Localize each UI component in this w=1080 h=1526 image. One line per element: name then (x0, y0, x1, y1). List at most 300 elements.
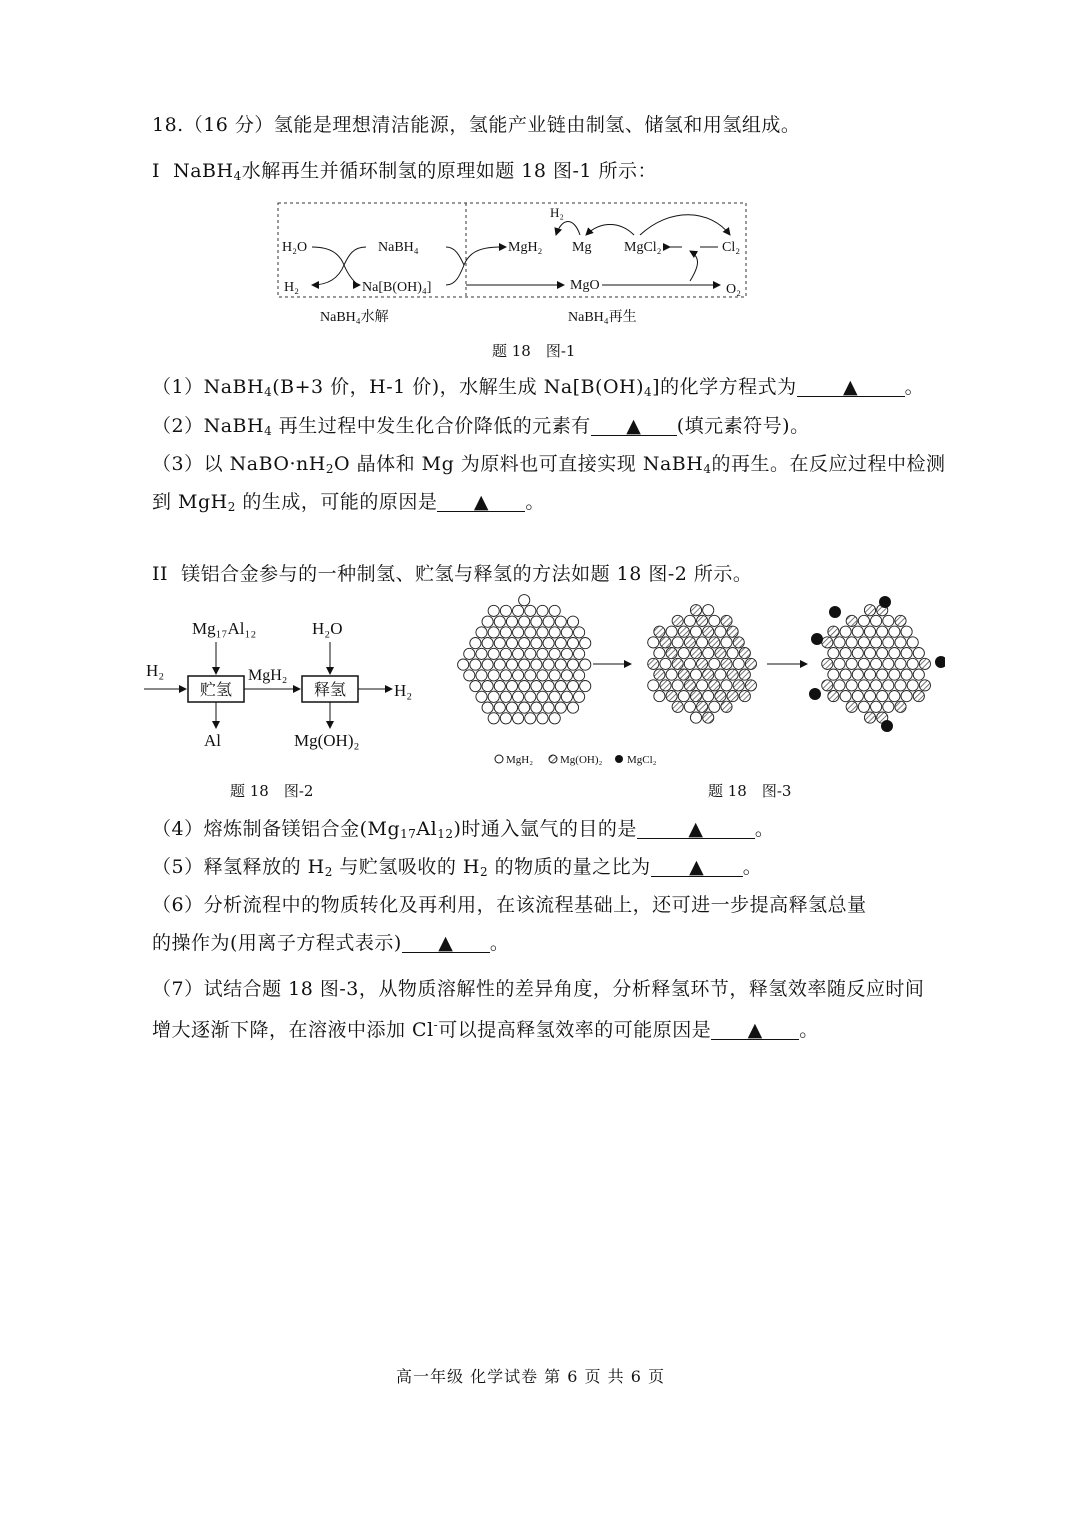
fig3-particle (733, 680, 744, 691)
fig3-particle (678, 626, 689, 637)
fig3-particle (840, 691, 851, 702)
fig3-particle (690, 605, 701, 616)
fig3-particle (889, 648, 900, 659)
fig3-particle (476, 627, 487, 638)
fig3-particle (721, 615, 732, 626)
fig3-particle (864, 669, 875, 680)
fig3-particle (715, 691, 726, 702)
q5-text-b: 与贮氢吸收的 H (332, 856, 480, 878)
q3-text-a: （3）以 NaBO (152, 453, 290, 475)
fig3-particle (840, 626, 851, 637)
q6-triangle: ▲ (438, 932, 454, 954)
fig3-mgcl2-particle (829, 606, 841, 618)
fig3-particle (883, 615, 894, 626)
fig3-particle (580, 681, 591, 692)
q6-end: 。 (489, 932, 510, 954)
fig3-particle (678, 648, 689, 659)
fig3-particle (871, 615, 882, 626)
fig3-particle (697, 637, 708, 648)
q6-line2: 的操作为(用离子方程式表示) (152, 932, 402, 954)
fig3-particle (913, 648, 924, 659)
fig3-particle (703, 712, 714, 723)
q3-answer-blank[interactable] (437, 493, 525, 512)
fig3-particle (877, 669, 888, 680)
question-4 (152, 814, 774, 841)
fig3-particle (648, 680, 659, 691)
fig1-arrow-mg-h2 (556, 222, 580, 236)
fig3-particle (834, 637, 845, 648)
question-5 (152, 852, 762, 879)
fig3-particle (531, 681, 542, 692)
fig3-particle (648, 637, 659, 648)
fig3-particle (739, 669, 750, 680)
q2-sub-4: 4 (264, 424, 273, 438)
fig3-particle (672, 658, 683, 669)
fig3-particle (506, 659, 517, 670)
fig3-particle (488, 670, 499, 681)
fig3-particle (828, 691, 839, 702)
fig3-particle (488, 713, 499, 724)
q5-triangle: ▲ (689, 856, 705, 878)
fig3-particle (513, 670, 524, 681)
fig3-particle (858, 680, 869, 691)
fig3-particle (537, 670, 548, 681)
fig3-particle (513, 713, 524, 724)
fig3-particle (846, 701, 857, 712)
fig1-mgcl2: MgCl₂ (624, 240, 662, 255)
fig3-particle (703, 605, 714, 616)
fig3-particle (828, 626, 839, 637)
fig3-particle (506, 681, 517, 692)
fig3-particle (727, 626, 738, 637)
fig3-particle (883, 680, 894, 691)
fig3-particle (648, 658, 659, 669)
fig3-particle (488, 627, 499, 638)
question-6-line-1: （6）分析流程中的物质转化及再利用，在该流程基础上，还可进一步提高释氢总量 (152, 894, 867, 916)
fig3-mgcl2-particle (879, 596, 891, 608)
q4-text-a: （4）熔炼制备镁铝合金(Mg (152, 818, 401, 840)
fig3-particle (901, 691, 912, 702)
part-i-roman: I (152, 160, 161, 182)
fig3-particle (858, 615, 869, 626)
fig3-particle (690, 691, 701, 702)
fig3-particle (537, 691, 548, 702)
fig3-particle (567, 702, 578, 713)
fig3-particle (721, 637, 732, 648)
part-i-heading (152, 156, 657, 183)
q2-text-a: （2）NaBH (152, 415, 265, 437)
fig3-particle (745, 658, 756, 669)
q1-sub-4: 4 (264, 385, 273, 399)
fig3-particle (506, 702, 517, 713)
fig3-particle (745, 680, 756, 691)
fig3-particle (500, 691, 511, 702)
fig3-particle (739, 648, 750, 659)
q5-text-c: 的物质的量之比为 (488, 856, 651, 878)
figure-18-2 (140, 610, 440, 760)
question-1 (152, 372, 924, 399)
fig3-particle (574, 670, 585, 681)
q4-sub-17: 17 (400, 827, 417, 841)
fig3-particle (513, 691, 524, 702)
fig3-particle (864, 626, 875, 637)
fig3-particle (871, 680, 882, 691)
q4-answer-blank[interactable] (637, 820, 755, 839)
fig3-particle (907, 658, 918, 669)
fig1-mgh2: MgH₂ (508, 240, 543, 255)
fig1-o2: O₂ (726, 282, 741, 297)
fig3-particle (858, 637, 869, 648)
fig3-particle (858, 701, 869, 712)
fig3-particle (690, 712, 701, 723)
fig1-label-right: NaBH₄再生 (568, 310, 637, 325)
q4-sub-12: 12 (437, 827, 454, 841)
fig3-particle (549, 670, 560, 681)
fig3-particle (531, 616, 542, 627)
fig3-particle (543, 638, 554, 649)
fig3-particle (864, 605, 875, 616)
q1-sub-4b: 4 (644, 385, 653, 399)
figure-18-3-caption: 题 18 图-3 (708, 782, 792, 800)
fig3-particle (721, 680, 732, 691)
part-ii-text: 镁铝合金参与的一种制氢、贮氢与释氢的方法如题 18 图-2 所示。 (181, 563, 753, 585)
fig1-h2-top: H₂ (550, 205, 564, 220)
fig3-particle (464, 670, 475, 681)
fig3-particle (561, 670, 572, 681)
fig1-arrow-mgcl2-mg (586, 225, 634, 236)
fig3-particle (519, 595, 530, 606)
fig3-particle (525, 691, 536, 702)
fig3-particle (482, 638, 493, 649)
part-ii-heading (152, 559, 752, 586)
q7-end: 。 (799, 1019, 819, 1041)
q4-text-c: )时通入氩气的目的是 (453, 818, 637, 840)
fig3-particle (727, 648, 738, 659)
fig3-particle (654, 691, 665, 702)
fig3-particle (828, 648, 839, 659)
figure-18-1-caption: 题 18 图-1 (492, 342, 576, 360)
fig3-particle (684, 637, 695, 648)
fig3-particle (660, 680, 671, 691)
fig3-mgcl2-particle (809, 688, 821, 700)
fig3-particle (543, 702, 554, 713)
fig3-mgcl2-particle (811, 633, 823, 645)
fig3-particle (537, 648, 548, 659)
question-7-line-1: （7）试结合题 18 图-3，从物质溶解性的差异角度，分析释氢环节，释氢效率随反应时间 (152, 978, 925, 1000)
fig3-sphere-initial (458, 595, 591, 724)
fig1-h2o: H₂O (282, 240, 308, 255)
fig1-cl2: Cl₂ (722, 240, 741, 255)
fig3-particle (727, 669, 738, 680)
fig3-particle (494, 638, 505, 649)
fig3-particle (488, 605, 499, 616)
q1-text-c: ]的化学方程式为 (652, 376, 797, 398)
fig3-particle (519, 638, 530, 649)
fig3-particle (549, 713, 560, 724)
fig3-particle (690, 626, 701, 637)
fig3-particle (567, 638, 578, 649)
fig3-particle (871, 637, 882, 648)
fig3-particle (715, 669, 726, 680)
fig3-particle (895, 615, 906, 626)
fig3-particle (482, 681, 493, 692)
fig3-mgcl2-particle (881, 720, 893, 732)
part-i-text-a: NaBH (173, 160, 234, 182)
fig3-particle (476, 691, 487, 702)
question-6-line-2 (152, 928, 509, 955)
fig3-particle (840, 648, 851, 659)
fig3-particle (574, 691, 585, 702)
fig3-particle (476, 648, 487, 659)
fig3-particle (513, 648, 524, 659)
fig2-store-label: 贮氢 (200, 682, 233, 699)
fig2-mgoh2: Mg(OH)₂ (294, 731, 360, 750)
q3-line2-a: 到 MgH (152, 491, 228, 513)
fig3-particle (733, 637, 744, 648)
fig3-particle (470, 659, 481, 670)
q5-end: 。 (742, 856, 763, 878)
page-footer: 高一年级 化学试卷 第 6 页 共 6 页 (396, 1367, 665, 1386)
fig1-arrow-h2 (312, 247, 366, 285)
question-3-line-1 (152, 449, 945, 476)
q3-text-c: O 晶体和 Mg 为原料也可直接实现 NaBH (333, 453, 704, 475)
fig3-particle (580, 638, 591, 649)
fig3-particle (561, 691, 572, 702)
fig3-particle (684, 701, 695, 712)
fig3-particle (519, 616, 530, 627)
fig3-particle (919, 658, 930, 669)
fig3-particle (883, 658, 894, 669)
fig3-particle (822, 637, 833, 648)
fig3-particle (907, 637, 918, 648)
fig3-particle (537, 605, 548, 616)
fig3-particle (913, 691, 924, 702)
fig3-particle (555, 638, 566, 649)
fig3-particle (871, 658, 882, 669)
q5-sub-2b: 2 (480, 865, 489, 879)
fig3-particle (883, 637, 894, 648)
fig3-particle (883, 701, 894, 712)
fig3-particle (852, 691, 863, 702)
fig3-particle (895, 658, 906, 669)
fig3-particle (721, 658, 732, 669)
fig3-sphere-middle (648, 605, 757, 724)
fig2-release-label: 释氢 (314, 682, 347, 699)
q7-line2-b: 可以提高释氢效率的可能原因是 (438, 1019, 712, 1041)
q6-answer-blank[interactable] (402, 934, 490, 953)
fig3-particle (846, 680, 857, 691)
fig3-particle (567, 616, 578, 627)
fig3-particle (889, 669, 900, 680)
figure-18-1 (270, 195, 760, 335)
fig1-arrow-h2o (312, 247, 360, 285)
fig3-particle (654, 626, 665, 637)
fig3-particle (727, 691, 738, 702)
fig1-link-2 (446, 247, 464, 265)
part-i-text-b: 水解再生并循环制氢的原理如题 18 图-1 所示： (241, 160, 658, 182)
fig3-particle (464, 648, 475, 659)
fig3-particle (889, 691, 900, 702)
fig3-particle (895, 680, 906, 691)
q1-text-b: (B+3 价，H-1 价)，水解生成 Na[B(OH) (272, 376, 645, 398)
figure-18-3 (455, 592, 945, 777)
fig3-sphere-final (809, 596, 945, 732)
fig3-particle (519, 702, 530, 713)
q2-text-b: 再生过程中发生化合价降低的元素有 (272, 415, 591, 437)
fig3-particle (482, 659, 493, 670)
fig3-particle (846, 615, 857, 626)
fig3-particle (684, 615, 695, 626)
part-i-sub: 4 (233, 169, 242, 183)
fig3-particle (871, 701, 882, 712)
legend-mgcl2-icon (615, 755, 623, 763)
fig2-h2o: H₂O (312, 619, 343, 638)
fig3-particle (697, 615, 708, 626)
fig2-mgh2: MgH₂ (248, 667, 288, 684)
fig2-al: Al (204, 731, 221, 750)
fig3-particle (537, 713, 548, 724)
fig3-particle (494, 616, 505, 627)
q3-triangle: ▲ (473, 491, 489, 513)
legend-mgh2-icon (495, 755, 503, 763)
fig3-particle (889, 626, 900, 637)
fig3-particle (864, 712, 875, 723)
fig3-particle (703, 648, 714, 659)
fig3-particle (703, 626, 714, 637)
q5-sub-2a: 2 (324, 865, 333, 879)
fig3-particle (684, 680, 695, 691)
fig3-particle (907, 680, 918, 691)
fig3-particle (513, 627, 524, 638)
fig3-particle (678, 669, 689, 680)
q1-triangle: ▲ (843, 376, 859, 398)
q1-answer-blank[interactable] (797, 378, 905, 397)
q5-answer-blank[interactable] (651, 858, 743, 877)
fig3-particle (574, 627, 585, 638)
q7-triangle: ▲ (747, 1019, 763, 1041)
question-3-line-2 (152, 487, 545, 514)
fig3-particle (678, 691, 689, 702)
fig3-particle (666, 691, 677, 702)
fig3-particle (654, 648, 665, 659)
fig3-particle (531, 659, 542, 670)
fig2-mg17al12: Mg₁₇Al₁₂ (192, 619, 257, 638)
fig3-particle (828, 669, 839, 680)
fig3-particle (919, 680, 930, 691)
q2-answer-blank[interactable] (591, 417, 677, 436)
question-2 (152, 411, 810, 438)
fig3-particle (822, 680, 833, 691)
fig3-particle (494, 681, 505, 692)
fig3-particle (494, 659, 505, 670)
fig3-particle (846, 658, 857, 669)
fig3-particle (458, 659, 469, 670)
q7-sup: - (433, 1018, 439, 1032)
fig3-particle (666, 669, 677, 680)
fig3-particle (660, 637, 671, 648)
fig3-particle (561, 627, 572, 638)
q4-triangle: ▲ (688, 818, 704, 840)
fig3-particle (525, 713, 536, 724)
fig1-arrow-mgo-mgcl2 (690, 251, 698, 281)
legend-mgoh2: Mg(OH)₂ (560, 754, 603, 766)
fig3-particle (549, 605, 560, 616)
fig3-particle (715, 648, 726, 659)
legend-mgcl2: MgCl₂ (627, 754, 657, 766)
fig3-particle (672, 701, 683, 712)
part-ii-roman: II (152, 563, 169, 585)
fig3-particle (482, 616, 493, 627)
q3-sub-2c: 2 (227, 500, 236, 514)
fig3-particle (901, 626, 912, 637)
fig3-particle (690, 669, 701, 680)
q3-line2-b: 的生成，可能的原因是 (235, 491, 438, 513)
fig3-particle (715, 626, 726, 637)
fig3-particle (555, 681, 566, 692)
fig3-particle (709, 615, 720, 626)
fig3-particle (476, 670, 487, 681)
fig3-particle (913, 669, 924, 680)
fig3-particle (709, 658, 720, 669)
q7-answer-blank[interactable] (711, 1021, 799, 1040)
fig3-particle (654, 669, 665, 680)
fig3-particle (500, 670, 511, 681)
fig3-particle (834, 680, 845, 691)
fig3-particle (494, 702, 505, 713)
fig1-mgo: MgO (570, 278, 600, 293)
question-18-intro: 18.（16 分）氢能是理想清洁能源，氢能产业链由制氢、储氢和用氢组成。 (152, 114, 801, 136)
fig3-particle (519, 659, 530, 670)
fig3-particle (709, 637, 720, 648)
fig3-particle (852, 669, 863, 680)
fig2-h2-in: H₂ (146, 661, 165, 680)
fig3-particle (877, 626, 888, 637)
q7-line2-a: 增大逐渐下降，在溶液中添加 Cl (152, 1019, 434, 1041)
fig3-particle (834, 658, 845, 669)
fig3-particle (525, 648, 536, 659)
q2-text-c: (填元素符号)。 (676, 415, 810, 437)
fig3-particle (549, 648, 560, 659)
fig3-particle (672, 615, 683, 626)
fig3-particle (525, 627, 536, 638)
fig3-particle (901, 648, 912, 659)
fig3-particle (500, 648, 511, 659)
fig3-particle (709, 680, 720, 691)
fig3-particle (525, 670, 536, 681)
question-7-line-2 (152, 1015, 819, 1042)
fig3-particle (895, 701, 906, 712)
fig1-nabh4: NaBH₄ (378, 240, 419, 255)
q3-text-d: 的再生。在反应过程中检测 (711, 453, 946, 475)
fig1-link (446, 247, 500, 285)
fig3-particle (822, 658, 833, 669)
fig3-particle (574, 648, 585, 659)
fig3-particle (525, 605, 536, 616)
fig3-particle (506, 638, 517, 649)
fig3-particle (500, 605, 511, 616)
q3-sub-4: 4 (703, 462, 712, 476)
fig3-particle (864, 691, 875, 702)
fig3-particle (531, 638, 542, 649)
fig3-particle (666, 626, 677, 637)
fig1-nabOH4: Na[B(OH)₄] (362, 280, 432, 295)
fig3-particle (852, 626, 863, 637)
fig3-particle (739, 691, 750, 702)
fig3-particle (500, 627, 511, 638)
fig3-particle (543, 659, 554, 670)
fig3-particle (567, 659, 578, 670)
fig3-particle (846, 637, 857, 648)
